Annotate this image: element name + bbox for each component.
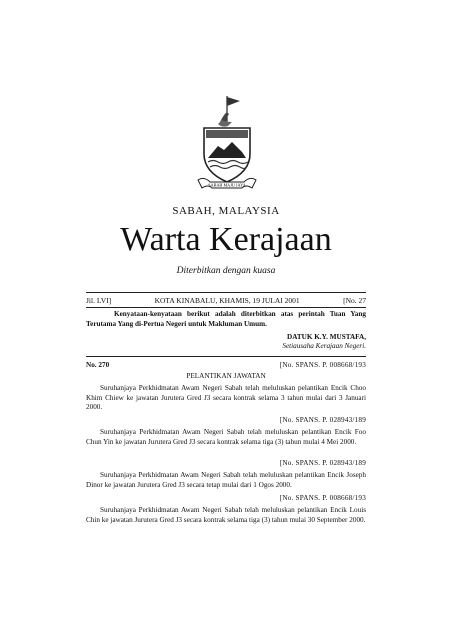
appointment-paragraph: Suruhanjaya Perkhidmatan Awam Negeri Sabah telah meluluskan pelantikan Encik Choo Khim Chiew ke jawatan Jurutera Gred J3 secara kontrak selama 3 tahun mulai dari 3 Januari 2000.	[86, 384, 366, 411]
entry-number: No. 270	[86, 361, 110, 369]
signatory-name: DATUK K.Y. MUSTAFA,	[287, 333, 366, 341]
entry-first-reference: [No. SPANS. P. 008668/193	[279, 361, 366, 369]
appointment-paragraph: Suruhanjaya Perkhidmatan Awam Negeri Sabah telah meluluskan pelantikan Encik Foo Chun Yin ke jawatan Jurutera Gred J3 secara kontrak selama tiga (3) tahun mulai 4 Mei 2000.	[86, 428, 366, 446]
gazette-subtitle: Diterbitkan dengan kuasa	[176, 266, 276, 276]
country-line: SABAH, MALAYSIA	[172, 205, 280, 217]
issue-bar	[86, 294, 366, 306]
appointment-paragraph: Suruhanjaya Perkhidmatan Awam Negeri Sabah telah meluluskan pelantikan Encik Louis Chin ke jawatan Jurutera Gred J3 secara kontrak selama tiga (3) tahun mulai 30 September 2000.	[86, 506, 366, 524]
issue-rule-top	[86, 292, 366, 293]
appointment-reference: [No. SPANS. P. 028943/189	[279, 459, 366, 467]
issue-rule-bottom	[86, 307, 366, 308]
section-rule	[86, 356, 366, 357]
notice-paragraph	[86, 309, 366, 329]
issue-place-date: KOTA KINABALU, KHAMIS, 19 JULAI 2001	[154, 295, 300, 305]
entry-heading: PELANTIKAN JAWATAN	[186, 372, 266, 380]
sabah-coat-of-arms-icon	[196, 92, 258, 192]
crest-motto: SABAH MAJU JAYA	[208, 182, 246, 188]
issue-volume: Jil. LVI]	[86, 295, 112, 305]
appointment-reference: [No. SPANS. P. 028943/189	[279, 416, 366, 424]
notice-text: Kenyataan-kenyataan berikut adalah diterbitkan atas perintah Tuan Yang Terutama Yang di-Pertua Negeri untuk Makluman Umum.	[86, 310, 366, 328]
appointment-reference: [No. SPANS. P. 008668/193	[279, 494, 366, 502]
signatory-role: Setiausaha Kerajaan Negeri.	[282, 342, 366, 350]
appointment-paragraph: Suruhanjaya Perkhidmatan Awam Negeri Sabah telah meluluskan pelantikan Encik Joseph Dinor ke jawatan Jurutera Gred J3 secara tetap mulai dari 1 Ogos 2000.	[86, 471, 366, 489]
gazette-title: Warta Kerajaan	[120, 221, 332, 258]
issue-number: [No. 27	[343, 295, 366, 305]
